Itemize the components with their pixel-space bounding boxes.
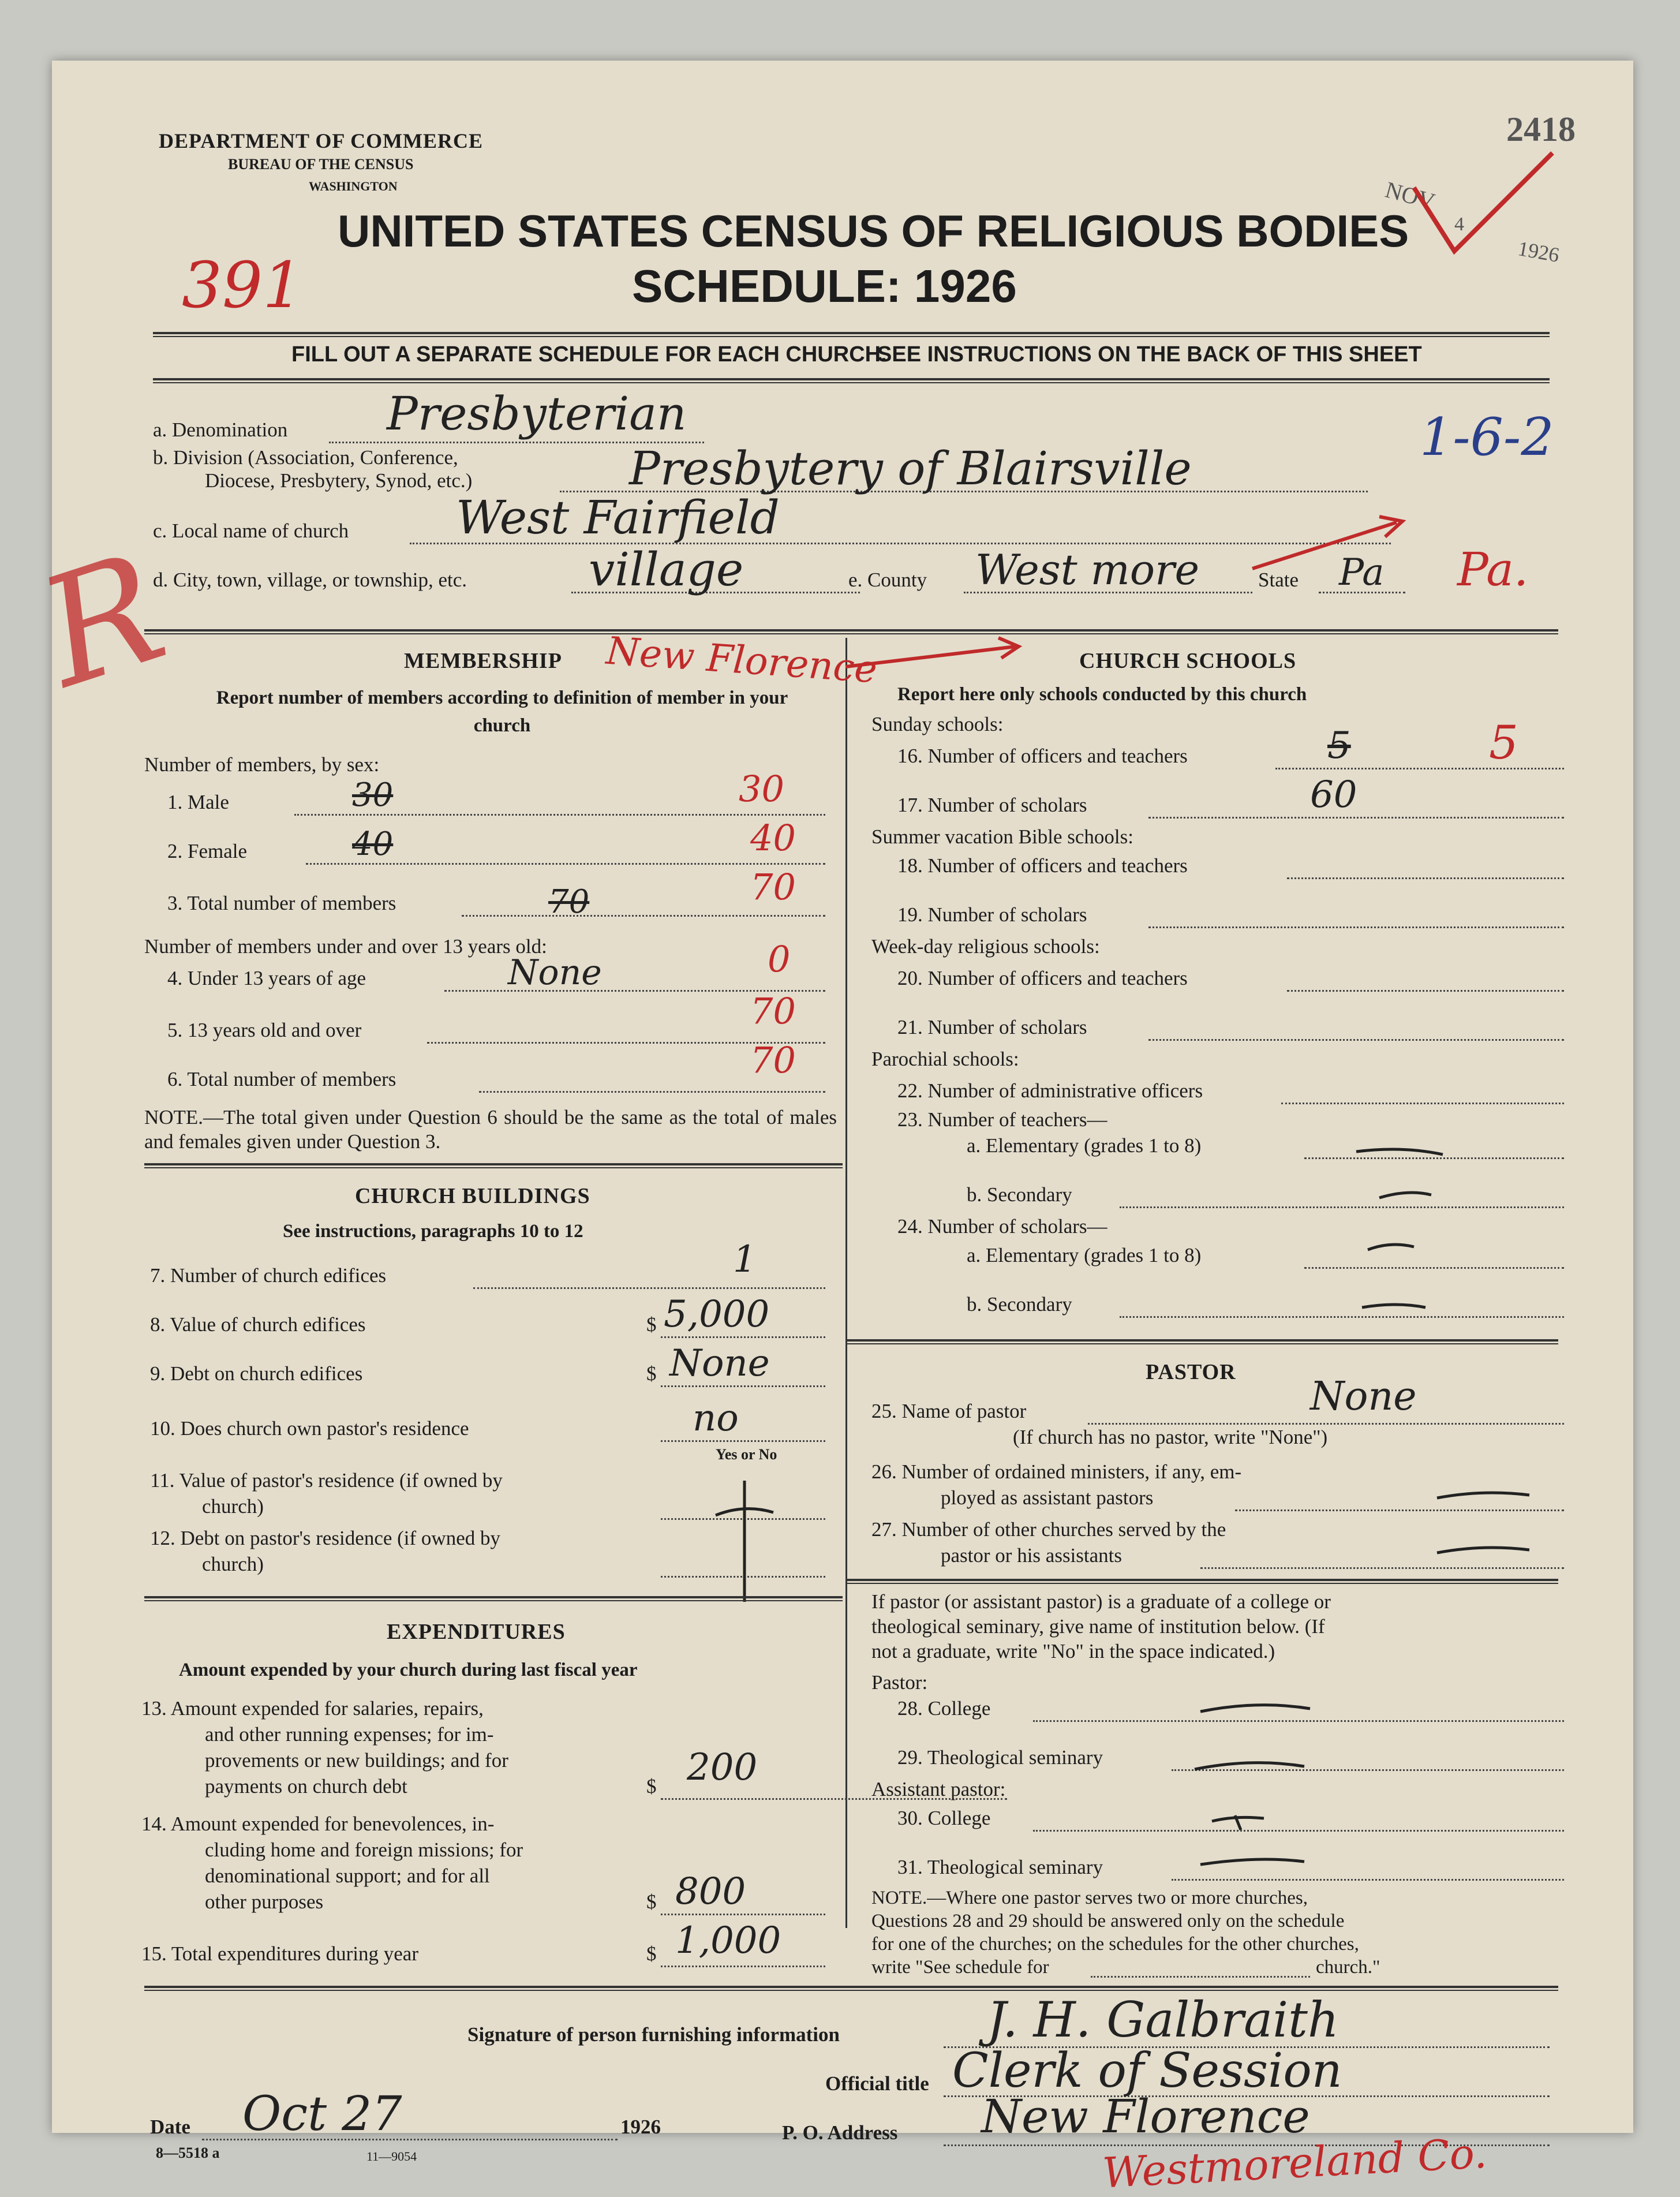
q13-label-4: payments on church debt	[205, 1775, 407, 1798]
q24-label: 24. Number of scholars—	[897, 1215, 1107, 1238]
graduate-note-3: not a graduate, write "No" in the space indicated.)	[871, 1640, 1275, 1662]
red-checkmark	[1402, 141, 1576, 280]
stamp-date-day: 4	[1454, 214, 1464, 235]
red-serial-number: 391	[182, 248, 303, 322]
q9-label: 9. Debt on church edifices	[150, 1362, 363, 1385]
official-title-value: Clerk of Session	[952, 2043, 1342, 2098]
q26-label-1: 26. Number of ordained ministers, if any, em-	[871, 1460, 1242, 1483]
q11-label-2: church)	[202, 1495, 264, 1518]
division-label-2: Diocese, Presbytery, Synod, etc.)	[205, 469, 473, 492]
local-name-value: West Fairfield	[456, 491, 780, 544]
form-number: 8—5518 a	[156, 2144, 220, 2161]
q8-value: 5,000	[664, 1293, 770, 1336]
q28-label: 28. College	[897, 1697, 991, 1720]
county-value: West more	[975, 545, 1200, 594]
pastor-sub-label: Pastor:	[871, 1671, 928, 1694]
q15-label: 15. Total expenditures during year	[141, 1942, 418, 1965]
q19-label: 19. Number of scholars	[897, 903, 1087, 926]
pastor-title: PASTOR	[1146, 1360, 1236, 1384]
q31-label: 31. Theological seminary	[897, 1856, 1103, 1878]
q23-label: 23. Number of teachers—	[897, 1108, 1107, 1131]
q23a-label: a. Elementary (grades 1 to 8)	[967, 1134, 1202, 1157]
q27-label-2: pastor or his assistants	[941, 1544, 1123, 1567]
q21-label: 21. Number of scholars	[897, 1016, 1087, 1038]
print-number: 11—9054	[366, 2149, 417, 2164]
po-address-value: New Florence	[981, 2090, 1310, 2143]
city-label-field: d. City, town, village, or township, etc.	[153, 569, 467, 591]
q27-field[interactable]	[1200, 1567, 1564, 1569]
q19-field[interactable]	[1148, 926, 1564, 928]
q13-label-2: and other running expenses; for im-	[205, 1723, 494, 1746]
graduate-note-2: theological seminary, give name of institution below. (If	[871, 1615, 1325, 1638]
q1-value: 30	[352, 776, 394, 814]
q25-value: None	[1310, 1374, 1417, 1419]
handwritten-dashes-schools	[1345, 1134, 1552, 1331]
state-value: Pa	[1339, 551, 1385, 594]
city-label: WASHINGTON	[309, 179, 398, 193]
membership-rule	[144, 1163, 843, 1168]
q15-dollar: $	[646, 1942, 657, 1965]
q16-label: 16. Number of officers and teachers	[897, 745, 1188, 767]
q30-label: 30. College	[897, 1807, 991, 1829]
division-value: Presbytery of Blairsville	[629, 442, 1192, 495]
q10-field[interactable]	[661, 1440, 825, 1442]
handwritten-dash-mark	[704, 1469, 785, 1608]
q2-red-value: 40	[750, 817, 796, 859]
red-arrow-county	[1247, 511, 1420, 580]
q13-dollar: $	[646, 1775, 657, 1798]
blue-code: 1-6-2	[1420, 407, 1554, 468]
county-label: e. County	[848, 569, 927, 591]
header-rule-2	[153, 378, 1550, 383]
q3-field[interactable]	[462, 915, 825, 917]
q18-field[interactable]	[1287, 877, 1564, 879]
denomination-value: Presbyterian	[387, 387, 687, 440]
q6-field[interactable]	[479, 1091, 825, 1093]
q1-field[interactable]	[294, 814, 825, 816]
membership-title: MEMBERSHIP	[404, 649, 562, 673]
yes-no-hint: Yes or No	[716, 1446, 777, 1463]
schools-rule	[847, 1339, 1558, 1344]
q11-label-1: 11. Value of pastor's residence (if owned by	[150, 1469, 503, 1492]
instructions-note: SEE INSTRUCTIONS ON THE BACK OF THIS SHEET	[877, 342, 1422, 367]
members-by-sex-label: Number of members, by sex:	[144, 753, 380, 776]
q31-field[interactable]	[1172, 1879, 1564, 1881]
q6-label: 6. Total number of members	[167, 1068, 396, 1090]
date-label: Date	[150, 2116, 190, 2138]
po-address-label: P. O. Address	[782, 2121, 898, 2144]
q1-label: 1. Male	[167, 791, 229, 813]
q14-value: 800	[675, 1870, 746, 1913]
pastor-note-1: NOTE.—Where one pastor serves two or more churches,	[871, 1888, 1308, 1908]
q21-field[interactable]	[1148, 1039, 1564, 1041]
signature-label: Signature of person furnishing information	[467, 2023, 840, 2046]
q24a-label: a. Elementary (grades 1 to 8)	[967, 1244, 1202, 1266]
pastor-note-3: for one of the churches; on the schedules for the other churches,	[871, 1934, 1359, 1955]
q4-value: None	[508, 952, 602, 993]
q17-label: 17. Number of scholars	[897, 794, 1087, 816]
local-name-label: c. Local name of church	[153, 520, 349, 542]
q17-field[interactable]	[1148, 817, 1564, 819]
q29-label: 29. Theological seminary	[897, 1746, 1103, 1769]
schools-intro: Report here only schools conducted by this church	[897, 684, 1307, 705]
q27-label-1: 27. Number of other churches served by the	[871, 1518, 1226, 1541]
stamp-number: 2418	[1506, 110, 1576, 148]
membership-note: NOTE.—The total given under Question 6 should be the same as the total of males and females given under Question 3.	[144, 1106, 837, 1153]
q4-label: 4. Under 13 years of age	[167, 967, 366, 989]
buildings-title: CHURCH BUILDINGS	[355, 1184, 590, 1208]
q20-label: 20. Number of officers and teachers	[897, 967, 1188, 989]
weekday-schools-label: Week-day religious schools:	[871, 935, 1100, 958]
handwritten-dashes-pastor	[1177, 1665, 1466, 1873]
q8-field[interactable]	[661, 1336, 825, 1338]
sunday-schools-label: Sunday schools:	[871, 713, 1004, 735]
q25-field[interactable]	[1088, 1423, 1564, 1425]
state-value-red: Pa.	[1457, 543, 1529, 596]
graduate-note-1: If pastor (or assistant pastor) is a graduate of a college or	[871, 1590, 1331, 1613]
schools-title: CHURCH SCHOOLS	[1079, 649, 1297, 673]
q14-field[interactable]	[661, 1914, 825, 1915]
q14-label-2: cluding home and foreign missions; for	[205, 1839, 523, 1861]
form-title: UNITED STATES CENSUS OF RELIGIOUS BODIES	[338, 205, 1409, 256]
q17-value: 60	[1310, 774, 1357, 816]
q2-label: 2. Female	[167, 840, 248, 862]
q13-label-1: 13. Amount expended for salaries, repairs,	[141, 1697, 484, 1720]
q13-value: 200	[687, 1746, 758, 1789]
date-value: Oct 27	[242, 2087, 402, 2142]
q8-label: 8. Value of church edifices	[150, 1313, 366, 1336]
see-schedule-field[interactable]	[1091, 1976, 1310, 1978]
q10-value: no	[693, 1397, 739, 1440]
stamp-date-year: 1926	[1516, 237, 1561, 267]
q2-value: 40	[352, 825, 394, 863]
q16-value: 5	[1327, 724, 1351, 767]
q9-value: None	[669, 1342, 770, 1385]
summer-schools-label: Summer vacation Bible schools:	[871, 825, 1133, 848]
q25-note: (If church has no pastor, write "None")	[1013, 1426, 1328, 1448]
q5-red-value: 70	[750, 990, 796, 1032]
q12-label-1: 12. Debt on pastor's residence (if owned by	[150, 1527, 500, 1549]
official-title-label: Official title	[825, 2072, 929, 2095]
red-margin-mark: R	[22, 521, 184, 722]
q3-label: 3. Total number of members	[167, 892, 396, 914]
q14-label-1: 14. Amount expended for benevolences, in-	[141, 1813, 495, 1835]
q14-label-4: other purposes	[205, 1890, 324, 1913]
q14-dollar: $	[646, 1890, 657, 1913]
q6-red-value: 70	[750, 1039, 796, 1081]
stamp-date-month: NOV	[1382, 176, 1438, 215]
pastor-note-2: Questions 28 and 29 should be answered only on the schedule	[871, 1911, 1345, 1931]
q23b-label: b. Secondary	[967, 1183, 1072, 1206]
q1-red-value: 30	[739, 768, 784, 810]
denomination-label: a. Denomination	[153, 419, 288, 441]
membership-intro: Report number of members according to definition of member in your church	[216, 688, 788, 736]
q2-field[interactable]	[306, 863, 825, 865]
q3-value: 70	[548, 883, 590, 921]
pastor-note-4: write "See schedule for	[871, 1957, 1049, 1978]
date-year: 1926	[620, 2116, 661, 2138]
members-by-age-label: Number of members under and over 13 years old:	[144, 935, 547, 958]
city-value: village	[589, 543, 744, 596]
q22-label: 22. Number of administrative officers	[897, 1079, 1203, 1102]
q4-red-value: 0	[768, 938, 791, 980]
q9-field[interactable]	[661, 1385, 825, 1387]
pastor-rule	[847, 1579, 1558, 1584]
q9-dollar: $	[646, 1362, 657, 1385]
q13-label-3: provements or new buildings; and for	[205, 1749, 508, 1772]
expenditures-title: EXPENDITURES	[387, 1620, 566, 1644]
header-rule	[153, 332, 1550, 337]
department-label: DEPARTMENT OF COMMERCE	[159, 129, 484, 152]
signature-value: J. H. Galbraith	[987, 1992, 1339, 2048]
expenditures-subtitle: Amount expended by your church during last fiscal year	[179, 1660, 638, 1680]
buildings-rule	[144, 1596, 843, 1601]
handwritten-dashes-26-27	[1425, 1458, 1552, 1561]
new-florence-red: New Florence	[604, 628, 879, 692]
q16-field[interactable]	[1275, 768, 1564, 769]
column-divider	[845, 638, 847, 1928]
q15-value: 1,000	[675, 1919, 781, 1962]
q12-label-2: church)	[202, 1553, 264, 1575]
q25-label: 25. Name of pastor	[871, 1400, 1027, 1422]
red-arrow-membership	[843, 632, 1033, 678]
buildings-subtitle: See instructions, paragraphs 10 to 12	[283, 1221, 583, 1242]
footer-rule	[144, 1986, 1558, 1991]
state-label: State	[1258, 569, 1299, 591]
separate-schedule-note: FILL OUT A SEPARATE SCHEDULE FOR EACH CHURCH.	[291, 342, 887, 367]
county-red-annotation: Westmoreland Co.	[1101, 2128, 1488, 2197]
parochial-schools-label: Parochial schools:	[871, 1048, 1019, 1070]
pastor-note-5: church."	[1316, 1957, 1380, 1978]
q16-red-value: 5	[1489, 716, 1518, 769]
q7-value: 1	[733, 1238, 757, 1281]
q5-label: 5. 13 years old and over	[167, 1019, 362, 1041]
q10-label: 10. Does church own pastor's residence	[150, 1417, 469, 1440]
q3-red-value: 70	[750, 866, 796, 908]
census-schedule-form	[22, 61, 1633, 2197]
assistant-pastor-label: Assistant pastor:	[871, 1778, 1006, 1800]
q15-field[interactable]	[661, 1966, 825, 1967]
q20-field[interactable]	[1287, 990, 1564, 992]
q14-label-3: denominational support; and for all	[205, 1865, 490, 1887]
q26-label-2: ployed as assistant pastors	[941, 1486, 1154, 1509]
q8-dollar: $	[646, 1313, 657, 1336]
q24b-label: b. Secondary	[967, 1293, 1072, 1316]
q7-label: 7. Number of church edifices	[150, 1264, 387, 1287]
form-subtitle: SCHEDULE: 1926	[632, 260, 1017, 312]
bureau-label: BUREAU OF THE CENSUS	[228, 156, 414, 173]
q18-label: 18. Number of officers and teachers	[897, 854, 1188, 877]
division-label-1: b. Division (Association, Conference,	[153, 446, 458, 469]
q7-field[interactable]	[473, 1287, 825, 1289]
q22-field[interactable]	[1281, 1103, 1564, 1104]
